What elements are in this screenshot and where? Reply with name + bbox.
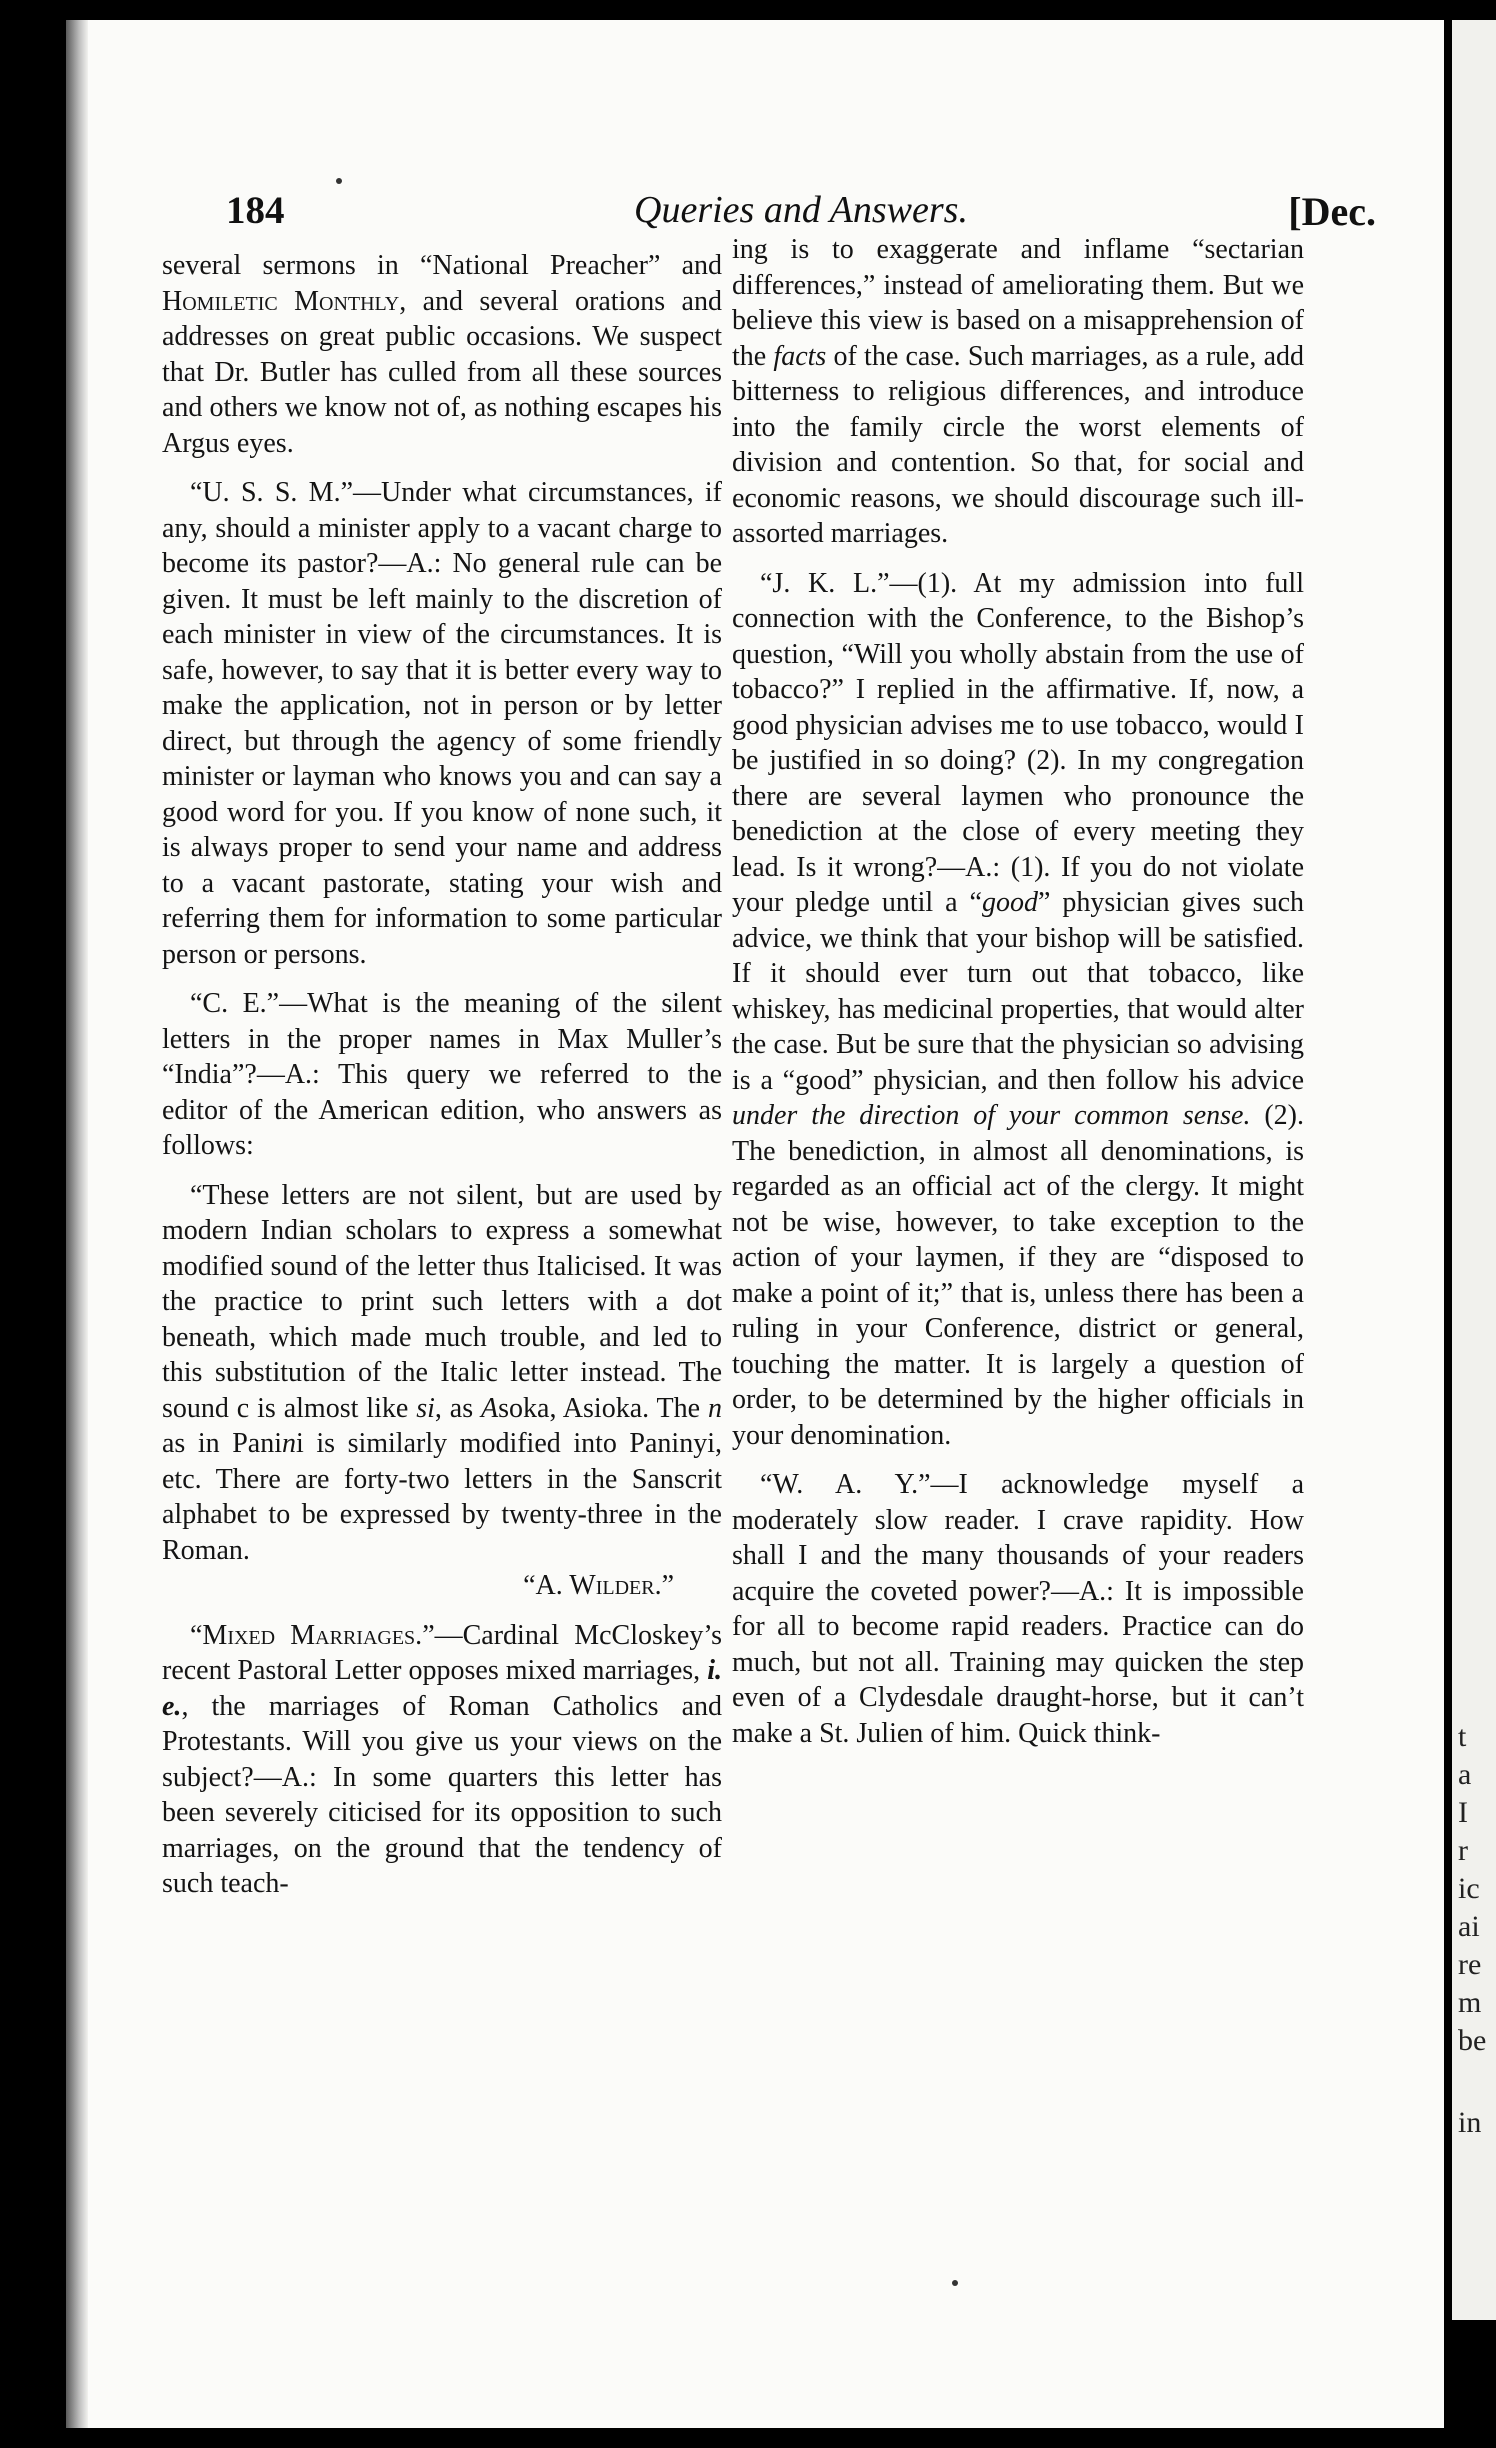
- facing-fragment: a: [1458, 1758, 1472, 1791]
- facing-fragment: in: [1458, 2106, 1482, 2139]
- facing-fragment: t: [1458, 1720, 1467, 1753]
- facing-fragment: ai: [1458, 1910, 1480, 1943]
- signature-wilder: “A. Wilder.”: [523, 1570, 674, 1601]
- ink-speck: [336, 178, 342, 184]
- facing-fragment: re: [1458, 1948, 1482, 1981]
- page-number: 184: [226, 189, 285, 232]
- page-edge: [66, 20, 88, 2428]
- header-month: [Dec.: [1288, 189, 1376, 234]
- facing-fragment: m: [1458, 1986, 1482, 2019]
- facing-fragment: r: [1458, 1834, 1468, 1867]
- left-column: [162, 248, 722, 1916]
- running-title: Queries and Answers.: [634, 189, 968, 231]
- query-way: “W. A. Y.”—I acknowledge myself a moderately slow reader. I crave rapidity. How shall I and the many thousands of your readers acquire the coveted power?—A.: It is impossible for all to become rapid readers. Practice can do much, but not all. Training may quicken the step even of a Clydesdale draught-horse, but it can’t make a St. Julien of him. Quick think-: [732, 1469, 1304, 1749]
- query-jkl: “J. K. L.”—(1). At my admission into full connection with the Conference, to the Bishop’s question, “Will you wholly abstain from the use of tobacco?” I replied in the affirmative. If, now, a good physician advises me to use tobacco, would I be justified in so doing? (2). In my congregation there are several laymen who pronounce the benediction at the close of every meeting they lead. Is it wrong?—A.: (1). If you do not violate your pledge until a “good” physician gives such advice, we think that your bishop will be satisfied. If it should ever turn out that tobacco, like whiskey, has medicinal properties, that would alter the case. But be sure that the physician so advising is a “good” physician, and then follow his advice under the direction of your common sense. (2). The benediction, in almost all denominations, is regarded as an official act of the clergy. It might not be wise, however, to take exception to the action of your laymen, if they are “disposed to make a point of it;” that is, unless there has been a ruling in your Conference, district or general, touching the matter. It is largely a question of order, to be determined by the higher officials in your denomination.: [732, 567, 1304, 1451]
- facing-fragment: ic: [1458, 1872, 1480, 1905]
- paragraph-mixed-marriages-cont: ing is to exaggerate and inflame “sectarian differences,” instead of ameliorating them. But we believe this view is based on a misapprehension of the facts of the case. Such marriages, as a rule, add bitterness to religious differences, and introduce into the family circle the worst elements of division and contention. So that, for social and economic reasons, we should discourage such ill-assorted marriages.: [732, 234, 1304, 549]
- facing-page: [1452, 20, 1496, 2320]
- quoted-answer: “These letters are not silent, but are used by modern Indian scholars to express a somewhat modified sound of the letter thus Italicised. It was the practice to print such letters with a dot beneath, which made much trouble, and led to this substitution of the Italic letter instead. The sound c is almost like si, as Asoka, Asioka. The n as in Panini is similarly modified into Paninyi, etc. There are forty-two letters in the Sanscrit alphabet to be expressed by twenty-three in the Roman.: [162, 1179, 722, 1566]
- ink-speck: [952, 2280, 958, 2286]
- paragraph-sermons: several sermons in “National Preacher” and Homiletic Monthly, and several orations and addresses on great public occasions. We suspect that Dr. Butler has culled from all these sources and others we know not of, as nothing escapes his Argus eyes.: [162, 250, 722, 459]
- facing-fragment: be: [1458, 2024, 1487, 2057]
- query-ce: “C. E.”—What is the meaning of the silent letters in the proper names in Max Muller’s “India”?—A.: This query we referred to the editor of the American edition, who answers as follows:: [162, 988, 722, 1161]
- homiletic-monthly: Homiletic Monthly,: [162, 285, 407, 317]
- right-column: [732, 232, 1304, 1765]
- query-mixed-marriages: “Mixed Marriages.”—Cardinal McCloskey’s recent Pastoral Letter opposes mixed marriages, i. e., the marriages of Roman Catholics and Protestants. Will you give us your views on the subject?—A.: In some quarters this letter has been severely citicised for its opposition to such marriages, on the ground that the tendency of such teach-: [162, 1619, 722, 1899]
- facing-fragment: I: [1458, 1796, 1468, 1829]
- query-ussm: “U. S. S. M.”—Under what circumstances, if any, should a minister apply to a vacant charge to become its pastor?—A.: No general rule can be given. It must be left mainly to the discretion of each minister in view of the circumstances. It is safe, however, to say that it is better every way to make the application, not in person or by letter direct, but through the agency of some friendly minister or layman who knows you and can say a good word for you. If you know of none such, it is always proper to send your name and address to a vacant pastorate, stating your wish and referring them for information to some particular person or persons.: [162, 477, 722, 970]
